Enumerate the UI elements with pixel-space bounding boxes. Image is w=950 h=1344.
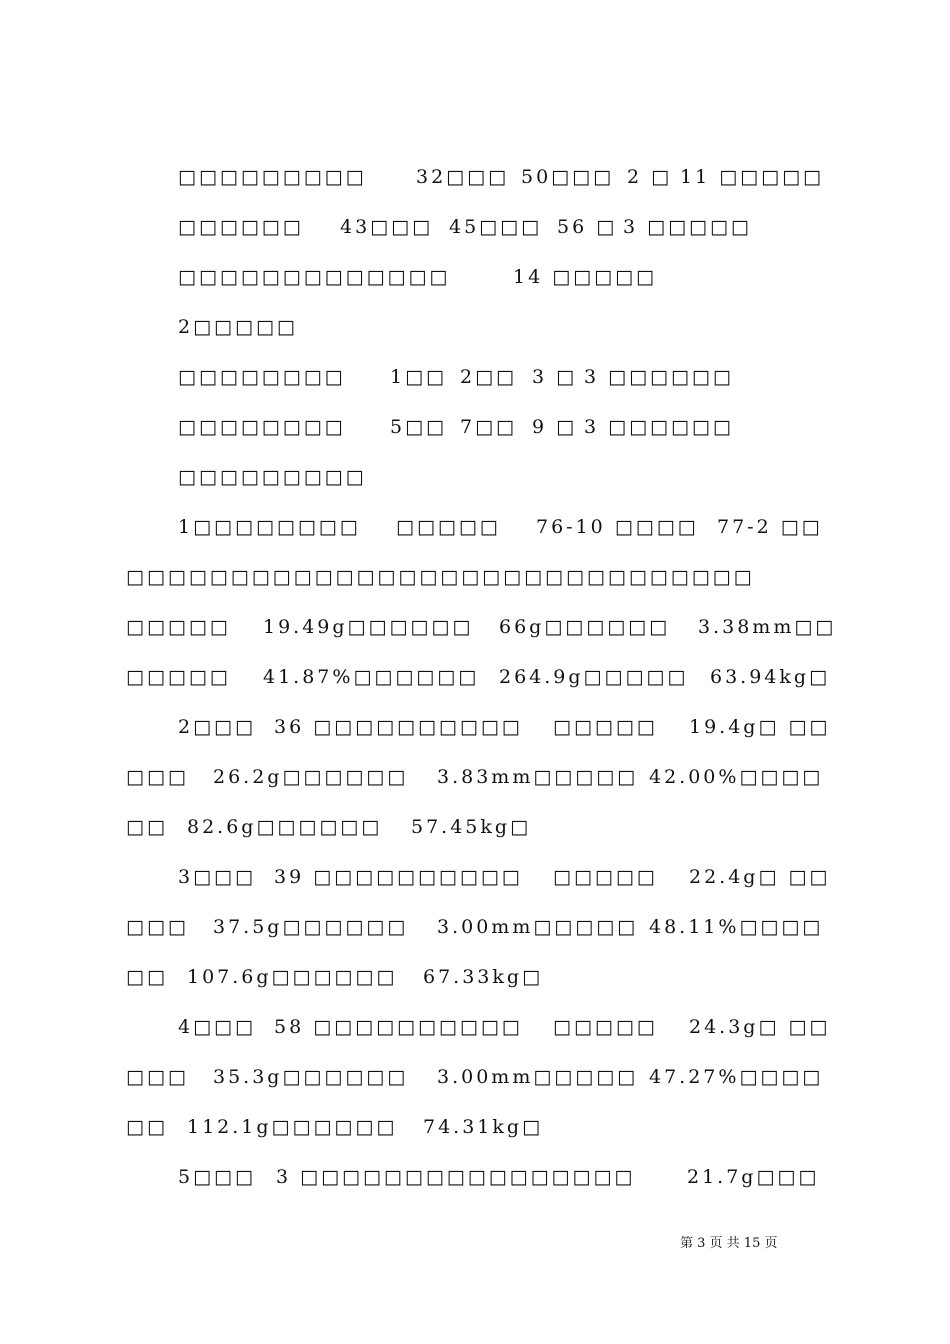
text-line	[0, 1012, 950, 1042]
text-segment: 19.4g□ □□	[689, 716, 831, 738]
text-segment: 2□□□□□	[178, 316, 298, 338]
text-segment: □□	[126, 966, 168, 988]
text-segment: 2□□	[460, 366, 517, 388]
text-segment: 5□□□	[178, 1166, 256, 1188]
text-segment: □□□□□□□□□□□□□□□□□□□□□□□□□□□□□□	[126, 566, 755, 588]
text-segment: 22.4g□ □□	[689, 866, 831, 888]
text-line	[0, 1112, 950, 1142]
text-segment: 39 □□□□□□□□□□	[274, 866, 523, 888]
text-segment: □□□□□	[396, 516, 501, 538]
text-line	[0, 212, 950, 242]
text-segment: 36 □□□□□□□□□□	[274, 716, 523, 738]
text-line	[0, 912, 950, 942]
text-segment: 2 □	[627, 166, 673, 188]
text-line	[0, 962, 950, 992]
text-segment: □□□	[126, 916, 189, 938]
text-segment: □□	[126, 1116, 168, 1138]
text-segment: 3.00mm□□□□□	[437, 1066, 639, 1088]
text-segment: □□□	[126, 766, 189, 788]
text-segment: 112.1g□□□□□□	[187, 1116, 398, 1138]
text-segment: 82.6g□□□□□□	[187, 816, 383, 838]
text-segment: □□□□□□	[178, 216, 304, 238]
text-segment: □□□□□	[553, 1016, 658, 1038]
text-segment: 3.00mm□□□□□	[437, 916, 639, 938]
text-segment: □□□□□□□□	[178, 416, 346, 438]
text-segment: 3.38mm□□	[698, 616, 837, 638]
text-segment: 76-10 □□□□	[536, 516, 699, 538]
text-segment: 3□□□	[178, 866, 256, 888]
text-segment: 58 □□□□□□□□□□	[274, 1016, 523, 1038]
text-segment: 7□□	[460, 416, 517, 438]
text-segment: 24.3g□ □□	[689, 1016, 831, 1038]
text-segment: 43□□□	[340, 216, 434, 238]
text-segment: 1□□□□□□□□	[178, 516, 361, 538]
text-line	[0, 862, 950, 892]
text-segment: 3 □□□□□	[623, 216, 752, 238]
text-line	[0, 412, 950, 442]
page-footer: 第 3 页 共 15 页	[680, 1236, 778, 1251]
text-segment: 4□□□	[178, 1016, 256, 1038]
text-line	[0, 262, 950, 292]
text-segment: 264.9g□□□□□	[499, 666, 689, 688]
text-segment: 2□□□	[178, 716, 256, 738]
text-segment: 35.3g□□□□□□	[213, 1066, 409, 1088]
text-segment: □□□□□□□□□	[178, 466, 367, 488]
text-segment: 41.87%□□□□□□	[263, 666, 480, 688]
text-line	[0, 762, 950, 792]
text-segment: 11 □□□□□	[680, 166, 824, 188]
text-segment: 57.45kg□	[411, 816, 532, 838]
text-segment: 56 □	[557, 216, 618, 238]
text-line	[0, 1162, 950, 1192]
text-segment: 5□□	[390, 416, 447, 438]
text-segment: 47.27%□□□□	[649, 1066, 824, 1088]
text-segment: 19.49g□□□□□□	[263, 616, 474, 638]
text-segment: □□□□□	[126, 666, 231, 688]
text-line	[0, 812, 950, 842]
text-line	[0, 1062, 950, 1092]
text-segment: □□□	[126, 1066, 189, 1088]
text-line	[0, 512, 950, 542]
text-segment: 42.00%□□□□	[649, 766, 824, 788]
text-segment: 77-2 □□	[717, 516, 823, 538]
text-segment: 3 □□□□□□	[584, 366, 734, 388]
text-segment: 3 □	[532, 366, 578, 388]
text-line	[0, 162, 950, 192]
text-segment: 32□□□	[416, 166, 510, 188]
text-segment: 3 □□□□□□	[584, 416, 734, 438]
text-segment: 3 □□□□□□□□□□□□□□□□	[276, 1166, 636, 1188]
text-segment: 50□□□	[521, 166, 615, 188]
text-line	[0, 462, 950, 492]
text-segment: □□□□□	[126, 616, 231, 638]
text-line	[0, 312, 950, 342]
text-segment: □□□□□□□□□	[178, 166, 367, 188]
text-segment: 45□□□	[449, 216, 543, 238]
text-segment: 74.31kg□	[423, 1116, 544, 1138]
text-segment: 37.5g□□□□□□	[213, 916, 409, 938]
text-segment: □□	[126, 816, 168, 838]
text-segment: 63.94kg□	[710, 666, 831, 688]
text-segment: 9 □	[532, 416, 578, 438]
text-line	[0, 612, 950, 642]
text-line	[0, 562, 950, 592]
text-segment: 67.33kg□	[423, 966, 544, 988]
text-segment: 21.7g□□□	[687, 1166, 820, 1188]
text-segment: 14 □□□□□	[513, 266, 657, 288]
text-segment: 107.6g□□□□□□	[187, 966, 398, 988]
text-segment: 66g□□□□□□	[499, 616, 671, 638]
text-line	[0, 362, 950, 392]
text-segment: 1□□	[390, 366, 447, 388]
text-segment: □□□□□	[553, 866, 658, 888]
text-line	[0, 712, 950, 742]
text-segment: □□□□□□□□	[178, 366, 346, 388]
text-segment: 48.11%□□□□	[649, 916, 824, 938]
text-segment: □□□□□□□□□□□□□	[178, 266, 451, 288]
text-segment: 3.83mm□□□□□	[437, 766, 639, 788]
text-segment: □□□□□	[553, 716, 658, 738]
text-line	[0, 662, 950, 692]
text-segment: 26.2g□□□□□□	[213, 766, 409, 788]
